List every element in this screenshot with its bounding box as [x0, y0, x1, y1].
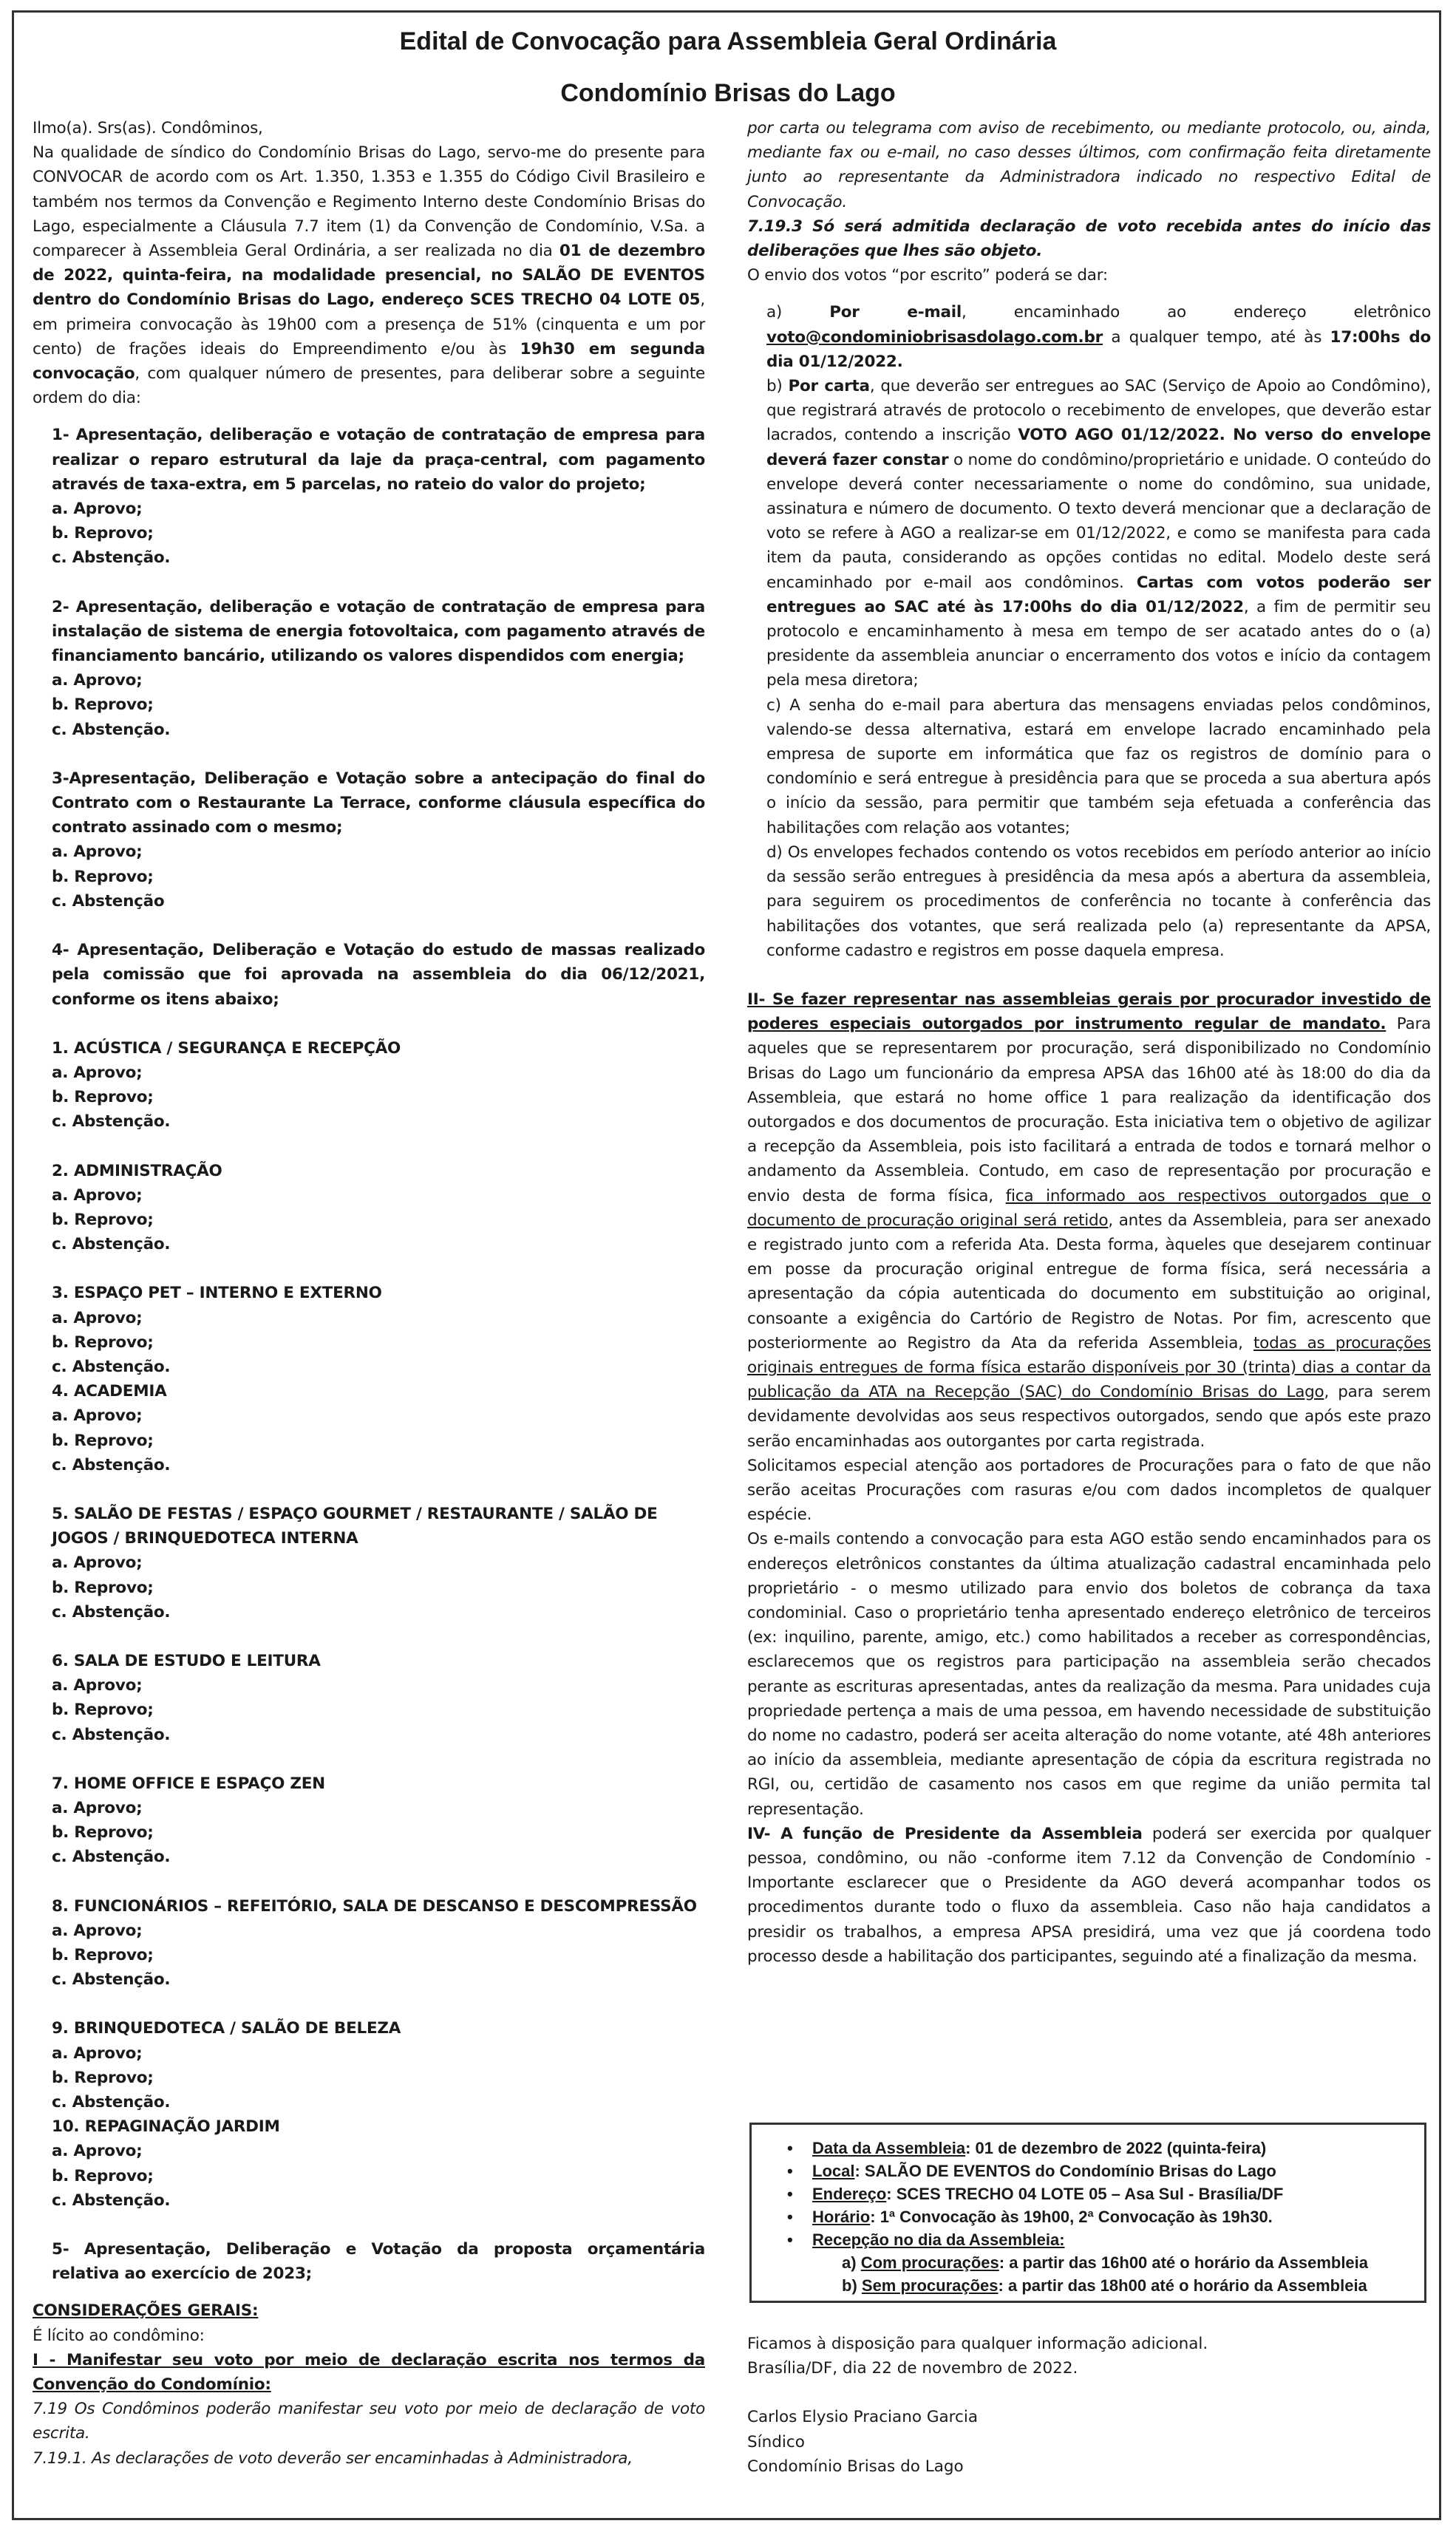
option-reprovo: b. Reprovo; [52, 1578, 154, 1597]
option-abstencao: c. Abstenção. [52, 1112, 171, 1131]
option-aprovo: a. Aprovo; [52, 1308, 143, 1327]
agenda-item-5: 5- Apresentação, Deliberação e Votação da proposta orçamentária relativa ao exercício de 2023; [52, 2240, 705, 2284]
section-1-heading: I - Manifestar seu voto por meio de declaração escrita nos termos da Convenção do Condomínio: [33, 2350, 705, 2395]
vote-method-letter: b) Por carta, que deverão ser entregues ao SAC (Serviço de Apoio ao Condômino), que registrará através de protocolo o recebimento de envelopes, que deverão estar lacrados, contendo a inscrição VOTO AGO 01/12/2022. No verso do envelope deverá fazer constar o nome do condômino/proprietário e unidade. O conteúdo do envelope deverá conter necessariamente o nome do condômino, sua unidade, assinatura e número de documento. O texto deverá mencionar que a declaração de voto se refere à AGO a realizar-se em 01/12/2022, e como se manifesta para cada item da pauta, considerando as opções contidas no edital. Modelo deste será encaminhado por e-mail aos condôminos. Cartas com votos poderão ser entregues ao SAC até às 17:00hs do dia 01/12/2022, a fim de permitir seu protocolo e encaminhamento à mesa em tempo de ser acatado antes do o (a) presidente da assembleia anunciar o encerramento dos votos e início da contagem pela mesa diretora; [766, 377, 1432, 690]
subitem-7: 7. HOME OFFICE E ESPAÇO ZEN [52, 1774, 325, 1793]
summary-address: • Endereço: SCES TRECHO 04 LOTE 05 – Asa Sul - Brasília/DF [787, 2185, 1284, 2203]
section-4-heading: IV- A função de Presidente da Assembleia [747, 1824, 1143, 1843]
document-header [0, 10, 1456, 114]
clause-continuation: por carta ou telegrama com aviso de recebimento, ou mediante protocolo, ou, ainda, mediante fax ou e-mail, no caso desses últimos, com confirmação feita diretamente junto ao representante da Administradora indicado no respectivo Edital de Convocação. [747, 119, 1431, 211]
option-reprovo: b. Reprovo; [52, 1088, 154, 1107]
subitem-5: 5. SALÃO DE FESTAS / ESPAÇO GOURMET / RESTAURANTE / SALÃO DE JOGOS / BRINQUEDOTECA INTERNA [52, 1504, 658, 1548]
closing-block [747, 2332, 1431, 2479]
summary-date: • Data da Assembleia: 01 de dezembro de 2022 (quinta-feira) [787, 2139, 1267, 2157]
option-abstencao: c. Abstenção. [52, 1725, 171, 1744]
option-abstencao: c. Abstenção. [52, 1357, 171, 1376]
document-subtitle: Condomínio Brisas do Lago [560, 79, 896, 107]
option-abstencao: c. Abstenção. [52, 548, 171, 568]
proxy-notice: Solicitamos especial atenção aos portadores de Procurações para o fato de que não serão aceitas Procurações com rasuras e/ou com dados incompletos de qualquer espécie. [747, 1456, 1431, 1525]
option-reprovo: b. Reprovo; [52, 695, 154, 715]
option-abstencao: c. Abstenção. [52, 720, 171, 739]
option-abstencao: c. Abstenção. [52, 1235, 171, 1254]
vote-methods-list [747, 300, 1431, 962]
agenda-item-4: 4- Apresentação, Deliberação e Votação do estudo de massas realizado pela comissão que foi aprovada na assembleia do dia 06/12/2021, conforme os itens abaixo; [52, 941, 705, 1009]
option-abstencao: c. Abstenção. [52, 2093, 171, 2112]
section-2: II- Se fazer representar nas assembleias gerais por procurador investido de poderes especiais outorgados por instrumento regular de mandato. Para aqueles que se representarem por procuração, será disponibilizado no Condomínio Brisas do Lago um funcionário da empresa APSA das 16h00 até às 18:00 do dia da Assembleia, que estará no home office 1 para realização da identificação dos outorgados e dos documentos de procuração. Esta iniciativa tem o objetivo de agilizar a recepção da Assembleia, pois isto facilitará a entrada de todos e tornará melhor o andamento da Assembleia. Contudo, em caso de representação por procuração e envio desta de forma física, fica informado aos respectivos outorgados que o documento de procuração original será retido, antes da Assembleia, para ser anexado e registrado junto com a referida Ata. Desta forma, àqueles que desejarem continuar em posse da procuração original entregue de forma física, será necessária a apresentação da cópia autenticada do documento em substituição ao original, consoante a exigência do Cartório de Registro de Notas. Por fim, acrescento que posteriormente ao Registro da Ata da referida Assembleia, todas as procurações originais entregues de forma física estarão disponíveis por 30 (trinta) dias a contar da publicação da ATA na Recepção (SAC) do Condomínio Brisas do Lago, para serem devidamente devolvidas aos seus respectivos outorgados, sendo que após este prazo serão encaminhadas aos outorgantes por carta registrada. [747, 990, 1431, 1451]
subitem-4: 4. ACADEMIA [52, 1382, 167, 1401]
intro-paragraph: Na qualidade de síndico do Condomínio Brisas do Lago, servo-me do presente para CONVOCAR de acordo com os Art. 1.350, 1.353 e 1.355 do Código Civil Brasileiro e também nos termos da Convenção e Regimento Interno deste Condomínio Brisas do Lago, especialmente a Cláusula 7.7 item (1) da Convenção de Condomínio, V.Sa. a comparecer à Assembleia Geral Ordinária, a ser realizada no dia 01 de dezembro de 2022, quinta-feira, na modalidade presencial, no SALÃO DE EVENTOS dentro do Condomínio Brisas do Lago, endereço SCES TRECHO 04 LOTE 05, em primeira convocação às 19h00 com a presença de 51% (cinquenta e um por cento) de frações ideais do Empreendimento e/ou às 19h30 em segunda convocação, com qualquer número de presentes, para deliberar sobre a seguinte ordem do dia: [33, 143, 705, 408]
option-abstencao: c. Abstenção. [52, 1970, 171, 1990]
subitem-2: 2. ADMINISTRAÇÃO [52, 1161, 222, 1180]
agenda-item-1: 1- Apresentação, deliberação e votação de contratação de empresa para realizar o reparo estrutural da laje da praça-central, com pagamento através de taxa-extra, em 5 parcelas, no rateio do valor do projeto; [52, 426, 705, 494]
closing-date: Brasília/DF, dia 22 de novembro de 2022. [747, 2359, 1078, 2378]
option-aprovo: a. Aprovo; [52, 1185, 143, 1205]
vote-method-password: c) A senha do e-mail para abertura das mensagens enviadas pelos condôminos, valendo-se dessa alternativa, estará em envelope lacrado encaminhado pela empresa de suporte em informática que faz os registros de domínio para o condomínio e será entregue à presidência para que se proceda a sua abertura após o início da sessão, para permitir que também seja efetuada a conferência das habilitações com relação aos votantes; [766, 695, 1431, 837]
subitem-1: 1. ACÚSTICA / SEGURANÇA E RECEPÇÃO [52, 1038, 401, 1058]
option-reprovo: b. Reprovo; [52, 1431, 154, 1450]
clause-7-19-1: 7.19.1. As declarações de voto deverão ser encaminhadas à Administradora, [33, 2448, 633, 2468]
clause-7-19: 7.19 Os Condôminos poderão manifestar seu voto por meio de declaração de voto escrita. [33, 2400, 705, 2443]
signer-role: Síndico [747, 2432, 805, 2451]
subitem-9: 9. BRINQUEDOTECA / SALÃO DE BELEZA [52, 2019, 401, 2038]
option-reprovo: b. Reprovo; [52, 867, 154, 886]
option-aprovo: a. Aprovo; [52, 2142, 143, 2161]
option-aprovo: a. Aprovo; [52, 1676, 143, 1695]
option-abstencao: c. Abstenção. [52, 2191, 171, 2210]
subitem-6: 6. SALA DE ESTUDO E LEITURA [52, 1651, 321, 1670]
signer-name: Carlos Elysio Praciano Garcia [747, 2408, 978, 2427]
agenda-item-3: 3-Apresentação, Deliberação e Votação sobre a antecipação do final do Contrato com o Restaurante La Terrace, conforme cláusula específica do contrato assinado com o mesmo; [52, 769, 705, 837]
option-reprovo: b. Reprovo; [52, 1701, 154, 1720]
vote-email-link[interactable]: voto@condominiobrisasdolago.com.br [766, 327, 1103, 347]
signer-organization: Condomínio Brisas do Lago [747, 2457, 964, 2476]
option-aprovo: a. Aprovo; [52, 1063, 143, 1082]
option-aprovo: a. Aprovo; [52, 2043, 143, 2063]
option-abstencao: c. Abstenção [52, 891, 165, 911]
left-column [33, 116, 705, 2471]
option-aprovo: a. Aprovo; [52, 1553, 143, 1573]
assembly-summary-box [749, 2123, 1426, 2303]
option-aprovo: a. Aprovo; [52, 843, 143, 862]
option-reprovo: b. Reprovo; [52, 1210, 154, 1229]
subitem-10: 10. REPAGINAÇÃO JARDIM [52, 2117, 280, 2137]
section-4: IV- A função de Presidente da Assembleia poderá ser exercida por qualquer pessoa, condômino, ou não -conforme item 7.12 da Convenção de Condomínio - Importante esclarecer que o Presidente da AGO deverá acompanhar todos os procedimentos durante todo o fluxo da assembleia. Caso não haja candidatos a presidir os trabalhos, a empresa APSA presidirá, uma vez que já coordena todo processo desde a habilitação dos participantes, seguindo até a finalização da mesma. [747, 1824, 1431, 1966]
document-title: Edital de Convocação para Assembleia Geral Ordinária [399, 27, 1057, 55]
summary-local: • Local: SALÃO DE EVENTOS do Condomínio Brisas do Lago [787, 2162, 1276, 2180]
option-aprovo: a. Aprovo; [52, 671, 143, 690]
vote-method-envelopes: d) Os envelopes fechados contendo os votos recebidos em período anterior ao início da sessão serão entregues à presidência da mesa após a abertura da assembleia, para seguirem os procedimentos de conferência no tocante à conferência das habilitações dos votantes, que será realizada pelo (a) representante da APSA, conforme cadastro e registros em posse daquela empresa. [766, 843, 1431, 960]
vote-method-email: a) Por e-mail, encaminhado ao endereço eletrônico voto@condominiobrisasdolago.com.br a qualquer tempo, até às 17:00hs do dia 01/12/2022. [766, 303, 1431, 371]
summary-reception-with: a) Com procurações: a partir das 16h00 até o horário da Assembleia [842, 2253, 1369, 2272]
clause-7-19-3: 7.19.3 Só será admitida declaração de voto recebida antes do início das deliberações que lhes são objeto. [747, 217, 1431, 261]
option-reprovo: b. Reprovo; [52, 2068, 154, 2087]
option-aprovo: a. Aprovo; [52, 500, 143, 519]
option-abstencao: c. Abstenção. [52, 1848, 171, 1867]
option-reprovo: b. Reprovo; [52, 2166, 154, 2185]
summary-reception: • Recepção no dia da Assembleia: [787, 2230, 1065, 2249]
closing-availability: Ficamos à disposição para qualquer informação adicional. [747, 2335, 1208, 2353]
right-column [747, 116, 1431, 1969]
subitem-3: 3. ESPAÇO PET – INTERNO E EXTERNO [52, 1284, 382, 1303]
option-abstencao: c. Abstenção. [52, 1602, 171, 1621]
licito-text: É lícito ao condômino: [33, 2326, 205, 2345]
option-aprovo: a. Aprovo; [52, 1406, 143, 1426]
vote-methods-intro: O envio dos votos “por escrito” poderá se dar: [747, 266, 1108, 285]
agenda-list [33, 423, 705, 2286]
considerations-heading: CONSIDERAÇÕES GERAIS: [33, 2301, 259, 2321]
option-reprovo: b. Reprovo; [52, 1333, 154, 1352]
summary-time: • Horário: 1ª Convocação às 19h00, 2ª Convocação às 19h30. [787, 2208, 1273, 2226]
option-reprovo: b. Reprovo; [52, 1823, 154, 1842]
email-notice: Os e-mails contendo a convocação para esta AGO estão sendo encaminhados para os endereços eletrônicos constantes da última atualização cadastral encaminhada pelo proprietário - o mesmo utilizado para envio dos boletos de cobrança da taxa condominial. Caso o proprietário tenha apresentado endereço eletrônico de terceiros (ex: inquilino, parente, amigo, etc.) como habilitados a receber as correspondências, esclarecemos que os registros para participação na assembleia serão checados perante as escrituras apresentadas, antes da realização da mesma. Para unidades cuja propriedade pertença a mais de uma pessoa, em havendo necessidade de substituição do nome no cadastro, poderá ser aceita alteração do nome votante, até 48h anteriores ao início da assembleia, mediante apresentação de cópia da escritura registrada no RGI, ou, certidão de casamento nos casos em que regime da união permita tal representação. [747, 1530, 1431, 1819]
option-reprovo: b. Reprovo; [52, 524, 154, 543]
greeting: Ilmo(a). Srs(as). Condôminos, [33, 119, 263, 137]
option-aprovo: a. Aprovo; [52, 1921, 143, 1940]
option-reprovo: b. Reprovo; [52, 1946, 154, 1964]
agenda-item-2: 2- Apresentação, deliberação e votação de contratação de empresa para instalação de sistema de energia fotovoltaica, com pagamento através de financiamento bancário, utilizando os valores dispendidos com energia; [52, 597, 705, 666]
subitem-8: 8. FUNCIONÁRIOS – REFEITÓRIO, SALA DE DESCANSO E DESCOMPRESSÃO [52, 1896, 697, 1916]
option-aprovo: a. Aprovo; [52, 1798, 143, 1817]
section-2-heading: II- Se fazer representar nas assembleias gerais por procurador investido de poderes especiais outorgados por instrumento regular de mandato. [747, 990, 1431, 1034]
summary-reception-without: b) Sem procurações: a partir das 18h00 até o horário da Assembleia [842, 2276, 1367, 2295]
option-abstencao: c. Abstenção. [52, 1455, 171, 1474]
